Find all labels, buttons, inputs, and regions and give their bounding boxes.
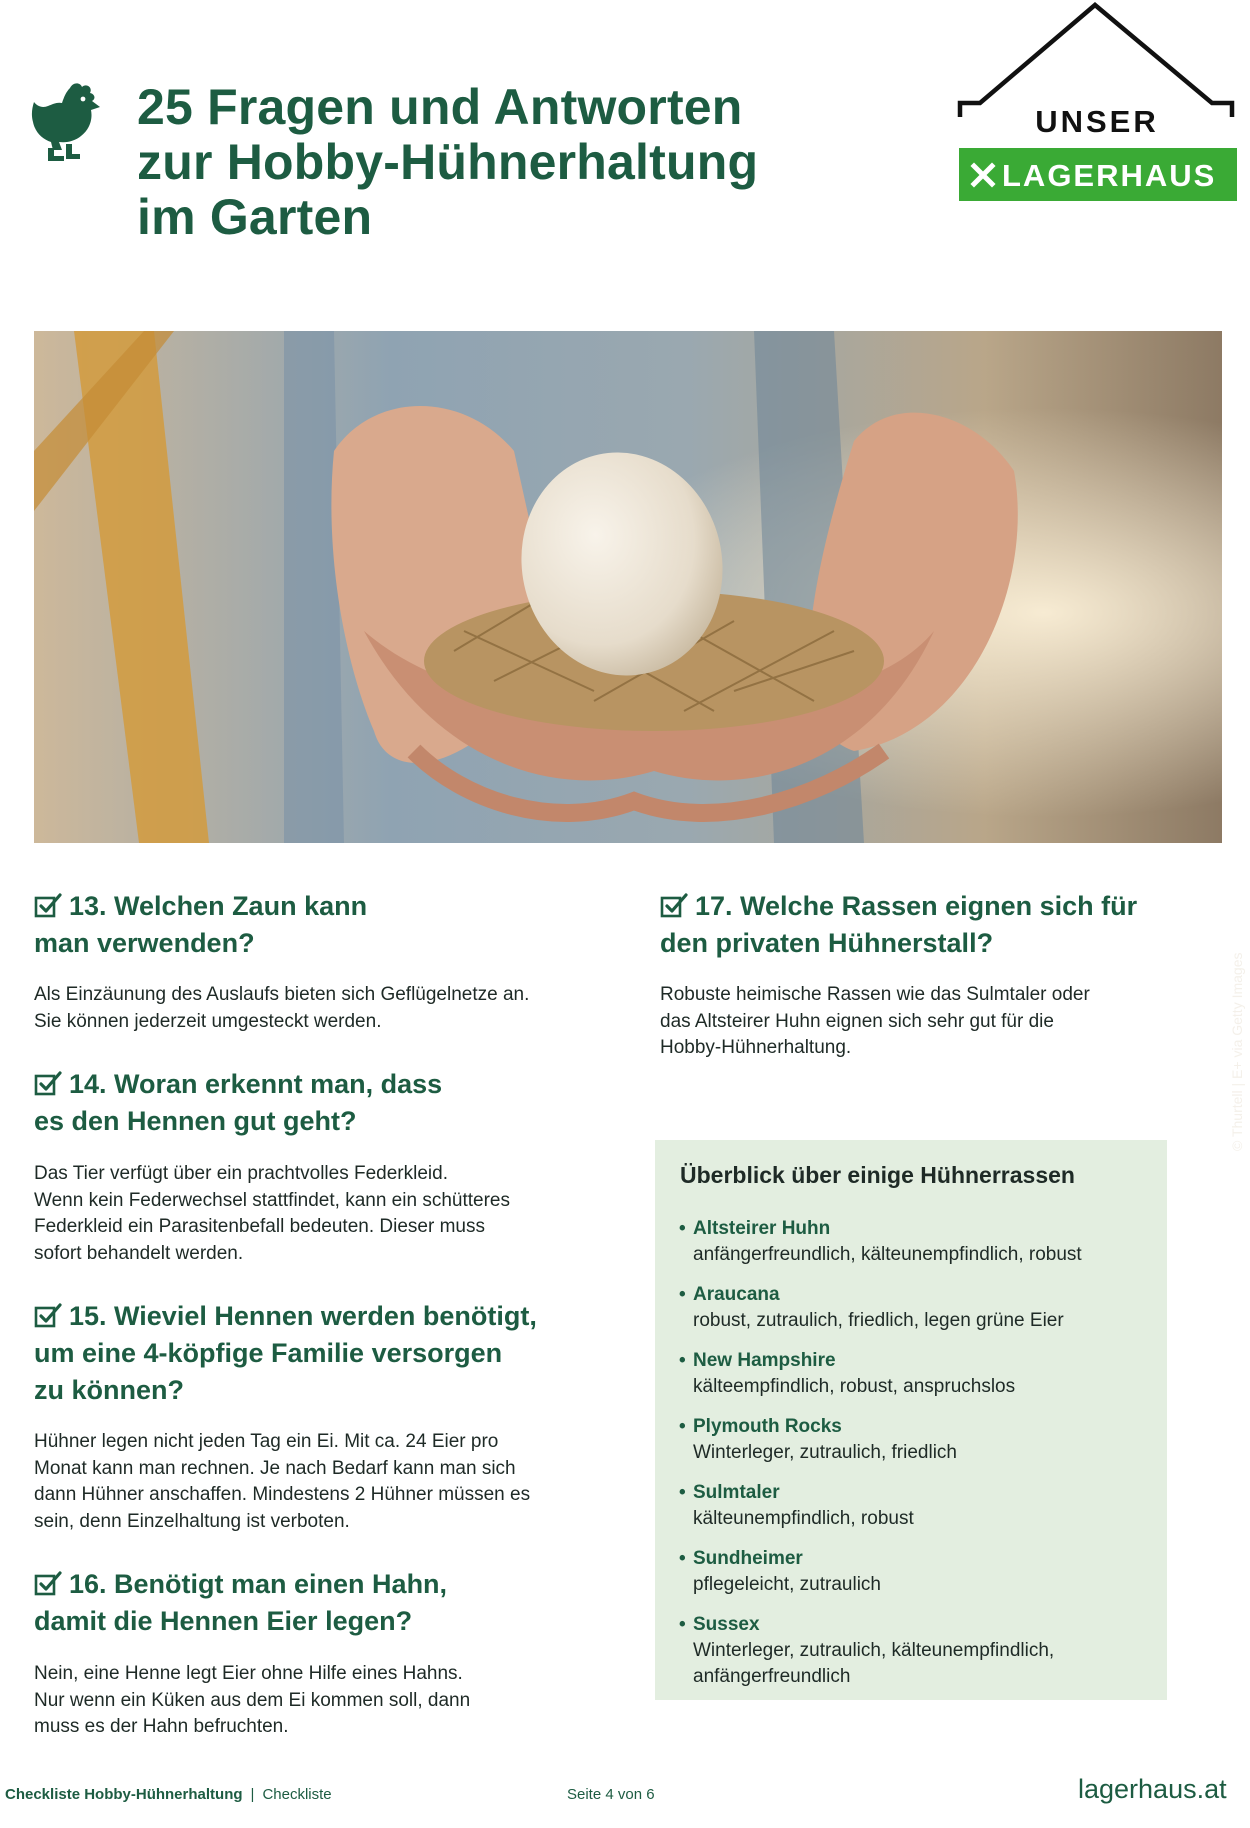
breed-item: • Altsteirer Huhn anfängerfreundlich, kälteunempfindlich, robust	[679, 1218, 1082, 1265]
question-16-title: 16. Benötigt man einen Hahn, damit die Hennen Eier legen?	[34, 1569, 448, 1636]
footer-doc-type: Checkliste	[262, 1786, 332, 1803]
bullet-icon: •	[679, 1482, 686, 1503]
logo-top-text: UNSER	[1035, 104, 1159, 139]
breed-item: • Plymouth Rocks Winterleger, zutraulich, friedlich	[679, 1416, 957, 1463]
checkbox-checked-icon	[34, 892, 62, 918]
footer-separator: |	[250, 1786, 255, 1803]
logo-bottom-text: LAGERHAUS	[1002, 158, 1217, 193]
breed-item: • Sussex Winterleger, zutraulich, kälteunempfindlich, anfängerfreundlich	[679, 1614, 1055, 1687]
chicken-icon	[26, 82, 104, 162]
footer-doc-info	[5, 1786, 332, 1803]
bullet-icon: •	[679, 1284, 686, 1305]
title-line: 25 Fragen und Antworten	[137, 79, 743, 135]
checkbox-checked-icon	[34, 1302, 62, 1328]
checkbox-checked-icon	[34, 1570, 62, 1596]
bullet-icon: •	[679, 1548, 686, 1569]
title-line: zur Hobby-Hühnerhaltung	[137, 134, 759, 190]
question-14-title: 14. Woran erkennt man, dass es den Hennen gut geht?	[34, 1069, 443, 1136]
question-17-answer: Robuste heimische Rassen wie das Sulmtaler oder das Altsteirer Huhn eignen sich sehr gut für die Hobby-Hühnerhaltung.	[660, 984, 1090, 1058]
bullet-icon: •	[679, 1218, 686, 1239]
question-13-title: 13. Welchen Zaun kann man verwenden?	[34, 891, 368, 958]
footer-url-link[interactable]: lagerhaus.at	[1078, 1774, 1227, 1804]
question-15-answer: Hühner legen nicht jeden Tag ein Ei. Mit ca. 24 Eier pro Monat kann man rechnen. Je nach Bedarf kann man sich dann Hühner anschaffen. Mindestens 2 Hühner müssen es sein, denn Einzelhaltung ist verboten.	[34, 1431, 531, 1532]
question-14-answer: Das Tier verfügt über ein prachtvolles Federkleid. Wenn kein Federwechsel stattfindet, kann ein schütteres Federkleid ein Parasitenbefall bedeuten. Dieser muss sofort behandelt werden.	[34, 1163, 510, 1264]
question-16-answer: Nein, eine Henne legt Eier ohne Hilfe eines Hahns. Nur wenn ein Küken aus dem Ei kommen soll, dann muss es der Hahn befruchten.	[34, 1663, 471, 1737]
footer-page-number: Seite 4 von 6	[567, 1786, 655, 1803]
photo-credit: © Thurtell | E+ via Getty Images	[1229, 952, 1245, 1151]
question-13-answer: Als Einzäunung des Auslaufs bieten sich Geflügelnetze an. Sie können jederzeit umgesteckt werden.	[34, 984, 530, 1032]
footer-doc-title: Checkliste Hobby-Hühnerhaltung	[5, 1786, 243, 1803]
unser-lagerhaus-logo	[950, 0, 1240, 210]
page-title	[137, 80, 758, 245]
breed-overview-box	[655, 1140, 1167, 1700]
question-17-title: 17. Welche Rassen eignen sich für den privaten Hühnerstall?	[660, 891, 1138, 958]
checkbox-checked-icon	[660, 892, 688, 918]
checkbox-checked-icon	[34, 1070, 62, 1096]
question-15-title: 15. Wieviel Hennen werden benötigt, um eine 4-köpfige Familie versorgen zu können?	[34, 1301, 537, 1405]
bullet-icon: •	[679, 1350, 686, 1371]
title-line: im Garten	[137, 189, 373, 245]
bullet-icon: •	[679, 1614, 686, 1635]
breed-item: • Sulmtaler kälteunempfindlich, robust	[679, 1482, 914, 1529]
bullet-icon: •	[679, 1416, 686, 1437]
breed-item: • New Hampshire kälteempfindlich, robust, anspruchslos	[679, 1350, 1016, 1397]
breed-item: • Sundheimer pflegeleicht, zutraulich	[679, 1548, 881, 1595]
breed-item: • Araucana robust, zutraulich, friedlich, legen grüne Eier	[679, 1284, 1064, 1331]
breed-overview-title: Überblick über einige Hühnerrassen	[680, 1162, 1075, 1188]
